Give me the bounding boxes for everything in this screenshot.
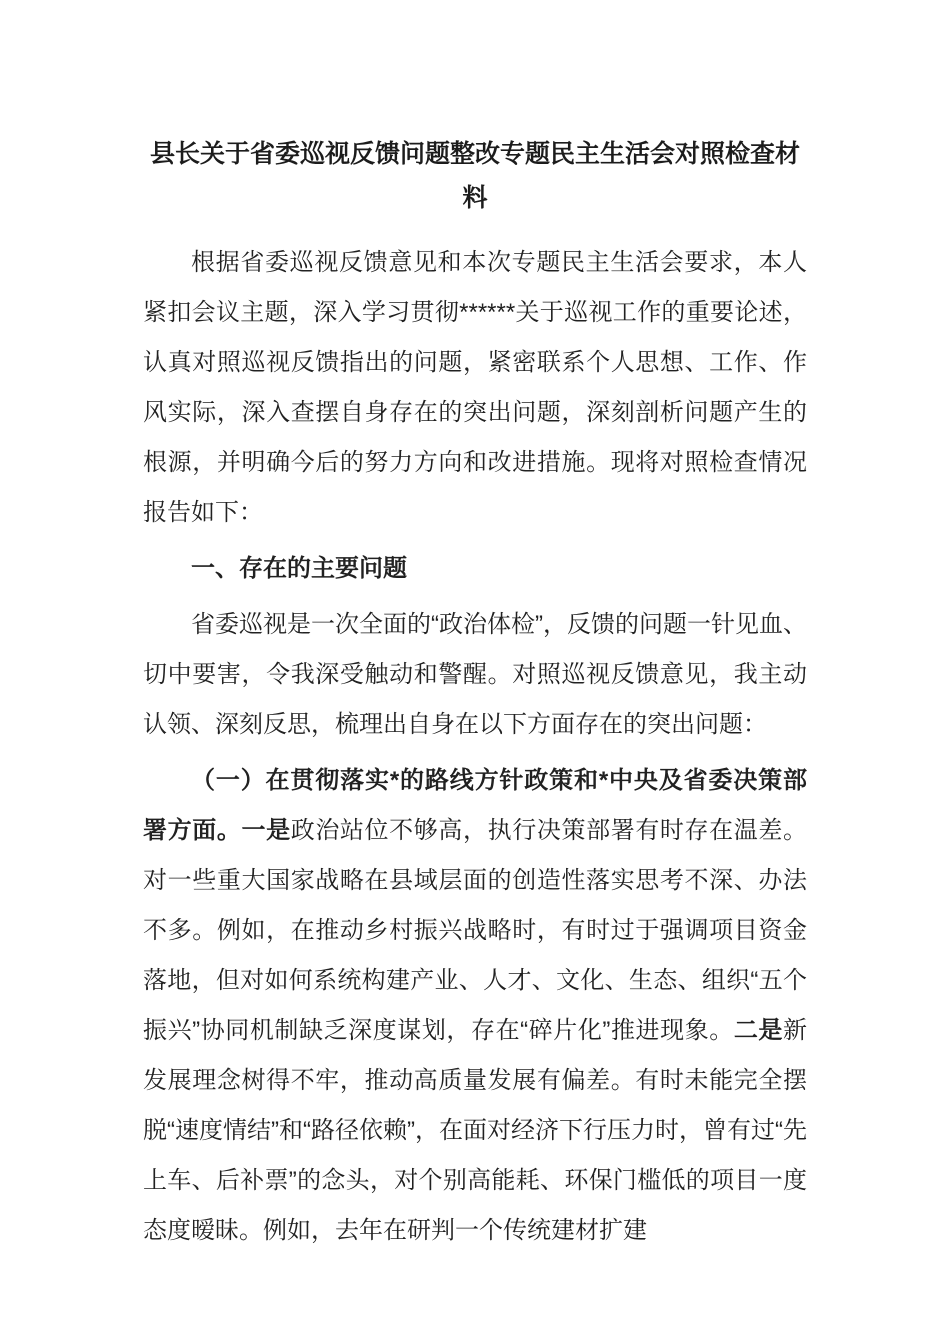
- section-heading: [143, 544, 807, 594]
- text-run: 政治站位不够高，执行决策部署有时存在温差。对一些重大国家战略在县域层面的创造性落实思考不深、办法不多。例如，在推动乡村振兴战略时，有时过于强调项目资金落地，但对如何系统构建产业、人才、文化、生态、组织“五个振兴”协同机制缺乏深度谋划，存在“碎片化”推进现象。: [143, 817, 808, 1044]
- paragraph: [143, 238, 807, 538]
- paragraph: [143, 756, 807, 1256]
- text-run: 新发展理念树得不牢，推动高质量发展有偏差。有时未能完全摆脱“速度情结”和“路径依赖”，在面对经济下行压力时，曾有过“先上车、后补票”的念头，对个别高能耗、环保门槛低的项目一度态度暧昧。例如，去年在研判一个传统建材扩建: [143, 1017, 808, 1244]
- document-title: 县长关于省委巡视反馈问题整改专题民主生活会对照检查材料: [149, 140, 800, 212]
- text-run-bold: 二是: [733, 1017, 784, 1044]
- text-run-bold: 一、存在的主要问题: [191, 555, 407, 582]
- paragraph: [143, 600, 807, 750]
- text-run: 根据省委巡视反馈意见和本次专题民主生活会要求，本人紧扣会议主题，深入学习贯彻******关于巡视工作的重要论述，认真对照巡视反馈指出的问题，紧密联系个人思想、工作、作风实际，深入查摆自身存在的突出问题，深刻剖析问题产生的根源，并明确今后的努力方向和改进措施。现将对照检查情况报告如下：: [143, 249, 807, 526]
- document-body: [143, 238, 807, 1256]
- text-run-bold: （一）在贯彻落实*的路线方针政策和*中央及省委决策部署方面。一是: [143, 767, 807, 844]
- text-run: 省委巡视是一次全面的“政治体检”，反馈的问题一针见血、切中要害，令我深受触动和警醒。对照巡视反馈意见，我主动认领、深刻反思，梳理出自身在以下方面存在的突出问题：: [143, 611, 807, 738]
